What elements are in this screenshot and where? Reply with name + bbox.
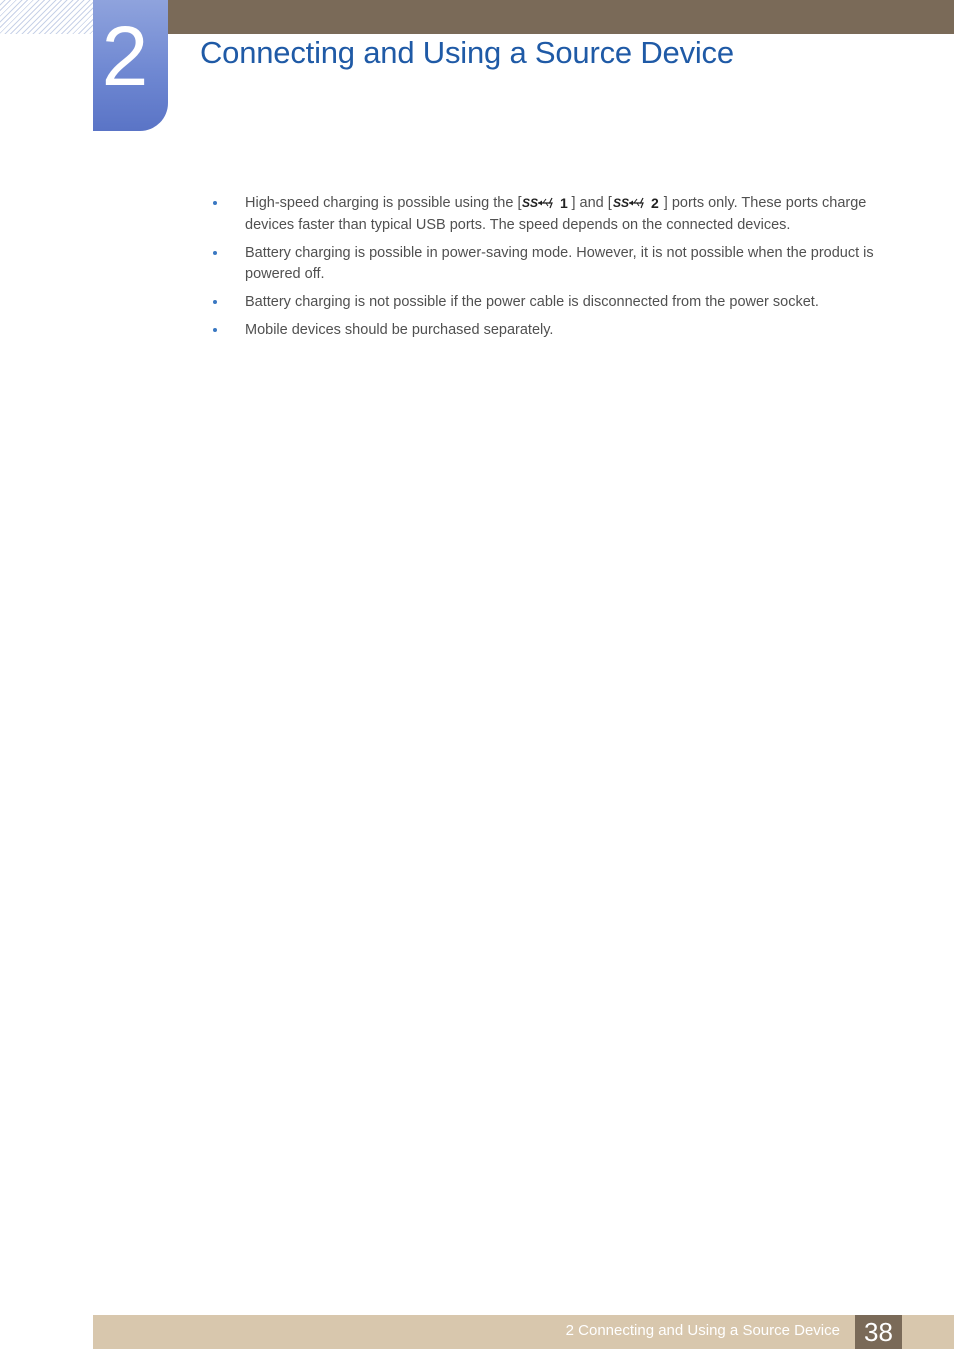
port-2-ss-label: SS [612,196,629,209]
port-2-number: 2 [650,195,659,209]
bullet-icon [213,328,217,332]
header-hatch-decoration [0,0,93,34]
usb-ss-charge-port-2-icon [613,195,663,209]
bullet-icon [213,201,217,205]
list-item [213,292,893,314]
page-number: 38 [855,1315,902,1349]
header-bar [93,0,954,34]
chapter-tab [93,0,168,131]
footer-chapter-label: 2 Connecting and Using a Source Device [565,1322,840,1339]
note-text: Mobile devices should be purchased separately. [245,322,554,338]
note-text: Battery charging is not possible if the power cable is disconnected from the power socket. [245,294,819,310]
note-text-before: High-speed charging is possible using the [ [245,195,522,211]
bullet-icon [213,251,217,255]
note-text-middle: ] and [ [571,195,612,211]
list-item [213,243,893,286]
note-text-after: ] ports only. These ports charge devices faster than typical USB ports. The speed depends on the connected devices. [245,195,867,233]
usb-ss-charge-port-1-icon [522,195,570,209]
port-1-number: 1 [560,195,569,209]
list-item [213,193,893,236]
list-item [213,320,893,342]
notes-list [213,193,893,348]
bullet-icon [213,300,217,304]
port-1-ss-label: SS [522,196,539,209]
chapter-number: 2 [101,9,149,103]
page-title: Connecting and Using a Source Device [200,35,734,70]
footer-bar [93,1315,954,1349]
note-text: Battery charging is possible in power-saving mode. However, it is not possible when the product is powered off. [245,244,874,282]
